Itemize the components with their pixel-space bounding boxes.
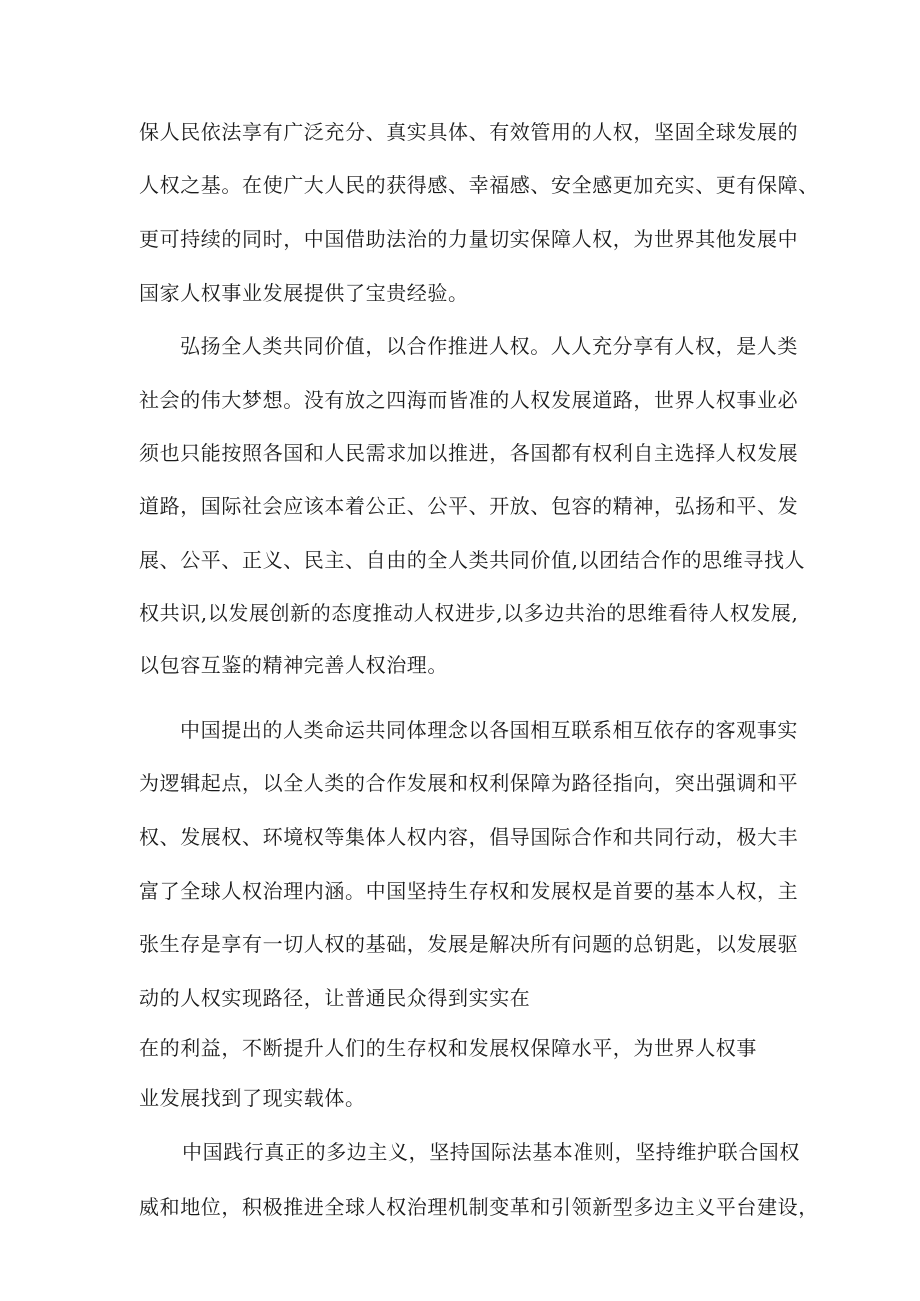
text-line: 以包容互鉴的精神完善人权治理。 [139, 653, 448, 677]
text-line: 在的利益，不断提升人们的生存权和发展权保障水平，为世界人权事 [139, 1036, 757, 1060]
text-line: 展、公平、正义、民主、自由的全人类共同价值,以团结合作的思维寻找人 [139, 548, 806, 572]
text-line: 中国提出的人类命运共同体理念以各国相互联系相互依存的客观事实 [180, 718, 798, 742]
text-line: 更可持续的同时，中国借助法治的力量切实保障人权，为世界其他发展中 [139, 227, 799, 251]
text-line: 国家人权事业发展提供了宝贵经验。 [139, 281, 469, 305]
text-line: 业发展找到了现实载体。 [139, 1086, 366, 1110]
text-line: 道路，国际社会应该本着公正、公平、开放、包容的精神，弘扬和平、发 [139, 494, 799, 518]
text-line: 动的人权实现路径，让普通民众得到实实在 [139, 986, 531, 1010]
text-line: 权共识,以发展创新的态度推动人权进步,以多边共治的思维看待人权发展, [139, 601, 799, 625]
text-line: 中国践行真正的多边主义，坚持国际法基本准则，坚持维护联合国权 [182, 1140, 800, 1164]
text-line: 社会的伟大梦想。没有放之四海而皆准的人权发展道路，世界人权事业必 [139, 388, 799, 412]
text-line: 富了全球人权治理内涵。中国坚持生存权和发展权是首要的基本人权，主 [139, 879, 799, 903]
text-line: 为逻辑起点，以全人类的合作发展和权利保障为路径指向，突出强调和平 [139, 771, 799, 795]
text-line: 须也只能按照各国和人民需求加以推进，各国都有权利自主选择人权发展 [139, 441, 799, 465]
text-line: 权、发展权、环境权等集体人权内容，倡导国际合作和共同行动，极大丰 [139, 825, 799, 849]
text-line: 保人民依法享有广泛充分、真实具体、有效管用的人权，坚固全球发展的 [139, 120, 799, 144]
text-line: 弘扬全人类共同价值，以合作推进人权。人人充分享有人权，是人类 [180, 334, 798, 358]
text-line: 人权之基。在使广大人民的获得感、幸福感、安全感更加充实、更有保障、 [139, 173, 819, 197]
text-line: 威和地位，积极推进全球人权治理机制变革和引领新型多边主义平台建设， [139, 1195, 819, 1219]
text-line: 张生存是享有一切人权的基础，发展是解决所有问题的总钥匙，以发展驱 [139, 932, 799, 956]
